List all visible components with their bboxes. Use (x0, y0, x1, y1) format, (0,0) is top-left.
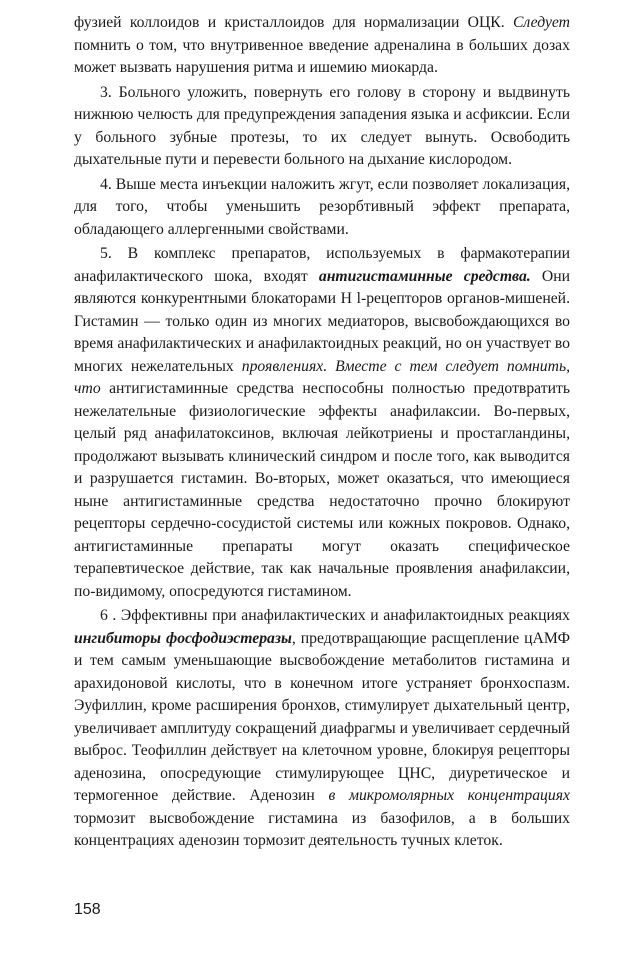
paragraph-item-6 (74, 605, 570, 853)
italic-text: Следует (512, 14, 570, 31)
italic-text: проявлениях. Вместе с тем следует помнить, что (74, 357, 571, 397)
paragraph-item-5 (74, 243, 570, 603)
italic-text: в микромолярных концентрациях (328, 787, 570, 804)
page-body (74, 12, 570, 853)
bold-italic-term: антигистаминные средства. (318, 267, 531, 285)
text-segment: 4. Выше места инъекции наложить жгут, если позволяет локализация, для того, чтобы уменьшить резорбтивный эффект препарата, обладающего аллергенными свойствами. (74, 175, 570, 238)
text-segment: 6 . Эффективны при анафилактических и анафилактоидных реакциях (100, 607, 570, 624)
text-segment: помнить о том, что внутривенное введение адреналина в больших дозах может вызвать нарушения ритма и ишемию миокарда. (74, 36, 570, 76)
text-segment: антигистаминные средства неспособны полностью предотвратить нежелательные физиологические эффекты анафилаксии. Во-первых, целый ряд анафилатоксинов, включая лейкотриены и простагландины, продолжают вызывать клинический синдром и после того, как выводится и разрушается гистамин. Во-вторых, может оказаться, что имеющиеся ныне антигистаминные средства недостаточно прочно блокируют рецепторы сердечно-сосудистой системы или кожных покровов. Однако, антигистаминные препараты могут оказать специфическое терапевтическое действие, так как начальные проявления анафилаксии, по-видимому, опосредуются гистамином. (74, 380, 570, 600)
paragraph-item-3 (74, 82, 570, 172)
paragraph-item-4 (74, 174, 570, 242)
bold-italic-term: ингибиторы фосфодиэстеразы (74, 629, 292, 647)
paragraph-continuation (74, 12, 570, 80)
page-number: 158 (74, 901, 101, 918)
text-segment: тормозит высвобождение гистамина из базофилов, а в больших концентрациях аденозин тормозит деятельность тучных клеток. (74, 809, 570, 849)
text-segment: , предотвращающие расщепление цАМФ и тем самым уменьшающие высвобождение метаболитов гистамина и арахидоновой кислоты, что в конечном итоге устраняет бронхоспазм. Эуфиллин, кроме расширения бронхов, стимулирует дыхательный центр, увеличивает амплитуду сокращений диафрагмы и увеличивает сердечный выброс. Теофиллин действует на клеточном уровне, блокируя рецепторы аденозина, опосредующие стимулирующее ЦНС, диуретическое и термогенное действие. Аденозин (74, 629, 570, 804)
text-segment: 3. Больного уложить, повернуть его голову в сторону и выдвинуть нижнюю челюсть для предупреждения западения языка и асфиксии. Если у больного зубные протезы, то их следует вынуть. Освободить дыхательные пути и перевести больного на дыхание кислородом. (74, 83, 570, 168)
text-segment: Они являются конкурентными блокаторами H l-рецепторов органов-мишеней. Гистамин — только один из многих медиаторов, высвобождающихся во время анафилактических и анафилактоидных реакций, но он участвует во многих нежелательных (74, 267, 571, 375)
text-segment: 5. В комплекс препаратов, используемых в фармакотерапии анафилактического шока, входят (74, 245, 570, 285)
text-segment: фузией коллоидов и кристаллоидов для нормализации ОЦК. (74, 14, 513, 31)
